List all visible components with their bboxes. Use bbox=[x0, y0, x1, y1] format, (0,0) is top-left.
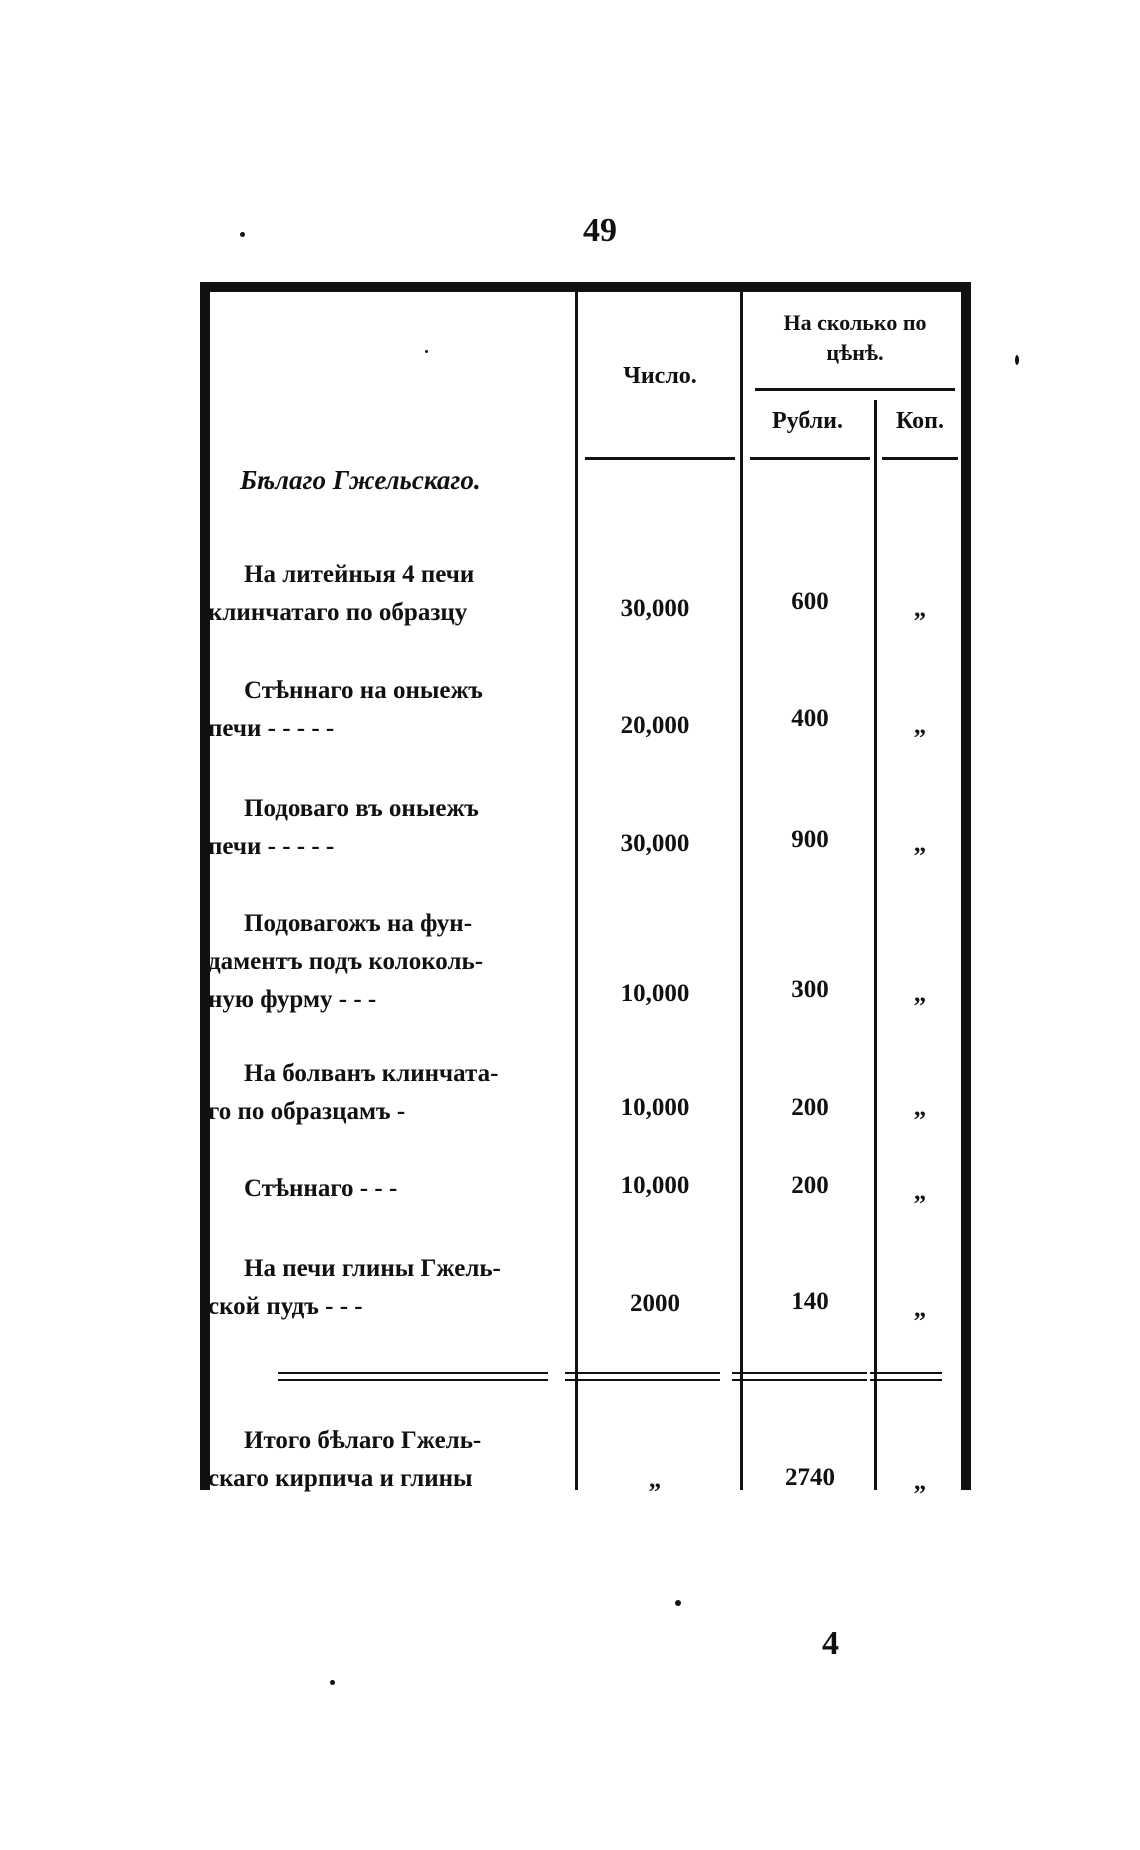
row-text-line: Подоваго въ оныежъ bbox=[244, 795, 479, 822]
row-text-line: го по образцамъ - bbox=[208, 1098, 406, 1125]
total-text-line: Итого бѣлаго Гжель- bbox=[244, 1427, 482, 1454]
row-quantity: 20,000 bbox=[620, 712, 690, 739]
header-rubles: Рубли. bbox=[771, 408, 844, 434]
row-kopeks: „ bbox=[913, 980, 927, 1007]
scan-speck bbox=[1015, 355, 1019, 365]
header-price-group: На сколько по цѣнѣ. bbox=[783, 310, 927, 365]
row-kopeks: „ bbox=[913, 1295, 927, 1322]
table-right-border bbox=[961, 282, 971, 1490]
row-rubles: 140 bbox=[791, 1288, 829, 1315]
column-divider-description bbox=[575, 292, 578, 1490]
row-kopeks: „ bbox=[913, 595, 927, 622]
row-text-line: На болванъ клинчата- bbox=[244, 1060, 499, 1087]
header-rubles-rule bbox=[750, 457, 870, 460]
header-kopeks-rule bbox=[882, 457, 958, 460]
row-quantity: 10,000 bbox=[620, 1094, 690, 1121]
row-text-line: ную фурму - - - bbox=[208, 986, 377, 1013]
row-quantity: 10,000 bbox=[620, 1172, 690, 1199]
section-title: Бѣлаго Гжельскаго. bbox=[240, 465, 481, 495]
header-price-underline bbox=[755, 388, 955, 391]
row-text-line: печи - - - - - bbox=[208, 715, 335, 742]
sheet-signature-mark: 4 bbox=[822, 1625, 839, 1662]
row-kopeks: „ bbox=[913, 1178, 927, 1205]
row-text-line: клинчатаго по образцу bbox=[208, 599, 468, 626]
row-text-line: ской пудъ - - - bbox=[208, 1293, 363, 1320]
row-text-line: На литейныя 4 печи bbox=[244, 561, 475, 588]
column-divider-rubles bbox=[874, 400, 877, 1490]
row-text-line: печи - - - - - bbox=[208, 833, 335, 860]
row-rubles: 900 bbox=[791, 826, 829, 853]
row-quantity: 2000 bbox=[630, 1290, 680, 1317]
header-kopeks: Коп. bbox=[895, 408, 945, 434]
scan-speck bbox=[240, 232, 245, 237]
table-row-description bbox=[208, 905, 558, 1019]
row-text-line: Стѣннаго на оныежъ bbox=[244, 677, 483, 704]
table-top-border bbox=[200, 282, 971, 292]
row-quantity: 10,000 bbox=[620, 980, 690, 1007]
total-rule-rubles bbox=[732, 1372, 867, 1381]
total-rubles: 2740 bbox=[785, 1464, 835, 1491]
table-row-description bbox=[208, 1170, 558, 1208]
row-rubles: 300 bbox=[791, 976, 829, 1003]
row-quantity: 30,000 bbox=[620, 595, 690, 622]
table-row-description bbox=[208, 1055, 558, 1131]
row-quantity: 30,000 bbox=[620, 830, 690, 857]
row-kopeks: „ bbox=[913, 1094, 927, 1121]
page-number: 49 bbox=[583, 212, 617, 249]
total-quantity: „ bbox=[648, 1466, 662, 1493]
column-divider-quantity bbox=[740, 292, 743, 1490]
row-rubles: 600 bbox=[791, 588, 829, 615]
table-row-description bbox=[208, 672, 558, 748]
total-kopeks: „ bbox=[913, 1468, 927, 1495]
table-row-description bbox=[208, 1250, 558, 1326]
total-description bbox=[208, 1422, 558, 1498]
table-row-description bbox=[208, 790, 558, 866]
total-rule-quantity bbox=[565, 1372, 720, 1381]
header-quantity: Число. bbox=[623, 363, 697, 389]
row-rubles: 200 bbox=[791, 1172, 829, 1199]
row-text-line: На печи глины Гжель- bbox=[244, 1255, 501, 1282]
row-text-line: даментъ подъ колоколь- bbox=[208, 948, 484, 975]
scan-speck bbox=[425, 350, 428, 353]
total-rule-kopeks bbox=[870, 1372, 942, 1381]
row-kopeks: „ bbox=[913, 712, 927, 739]
total-rule-description bbox=[278, 1372, 548, 1381]
row-text-line: Стѣннаго - - - bbox=[244, 1175, 398, 1202]
table-row-description bbox=[208, 556, 558, 632]
row-kopeks: „ bbox=[913, 830, 927, 857]
row-text-line: Подовагожъ на фун- bbox=[244, 910, 473, 937]
scan-speck bbox=[330, 1680, 335, 1685]
scan-speck bbox=[675, 1600, 681, 1606]
total-text-line: скаго кирпича и глины bbox=[208, 1465, 473, 1492]
header-quantity-rule bbox=[585, 457, 735, 460]
row-rubles: 400 bbox=[791, 705, 829, 732]
row-rubles: 200 bbox=[791, 1094, 829, 1121]
